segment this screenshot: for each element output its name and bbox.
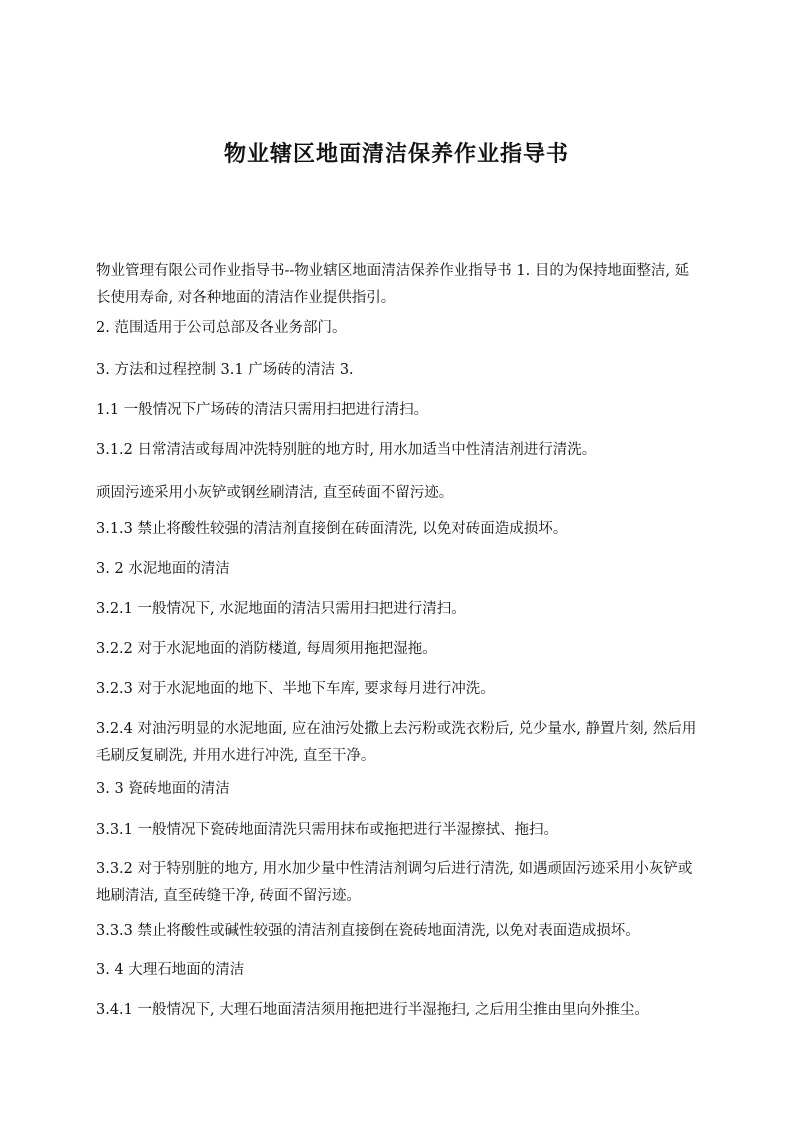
paragraph-intro: 物业管理有限公司作业指导书--物业辖区地面清洁保养作业指导书 1. 目的为保持地面整洁, 延长使用寿命, 对各种地面的清洁作业提供指引。 — [96, 263, 690, 306]
paragraph-3-1-3: 3.1.3 禁止将酸性较强的清洁剂直接倒在砖面清洗, 以免对砖面造成损坏。 — [96, 521, 568, 537]
paragraph-3-2-2: 3.2.2 对于水泥地面的消防楼道, 每周须用拖把湿拖。 — [96, 641, 437, 657]
paragraph-3-2-1: 3.2.1 一般情况下, 水泥地面的清洁只需用扫把进行清扫。 — [96, 601, 466, 617]
paragraph-3-2-4: 3.2.4 对油污明显的水泥地面, 应在油污处撒上去污粉或洗衣粉后, 兑少量水, 静置片刻, 然后用毛刷反复刷洗, 并用水进行冲洗, 直至干净。 — [96, 721, 697, 764]
paragraph-method: 3. 方法和过程控制 3.1 广场砖的清洁 3. — [96, 362, 354, 378]
paragraph-scope: 2. 范围适用于公司总部及各业务部门。 — [96, 320, 347, 336]
heading-3-2: 3. 2 水泥地面的清洁 — [96, 561, 230, 577]
paragraph-stubborn-stains: 顽固污迹采用小灰铲或钢丝刷清洁, 直至砖面不留污迹。 — [96, 485, 454, 501]
paragraph-3-1-2: 3.1.2 日常清洁或每周冲洗特别脏的地方时, 用水加适当中性清洁剂进行清洗。 — [96, 442, 597, 458]
heading-3-4: 3. 4 大理石地面的清洁 — [96, 962, 245, 978]
heading-3-3: 3. 3 瓷砖地面的清洁 — [96, 781, 230, 797]
paragraph-3-3-1: 3.3.1 一般情况下瓷砖地面清洗只需用抹布或拖把进行半湿擦拭、拖扫。 — [96, 822, 559, 838]
paragraph-3-1-1: 1.1 一般情况下广场砖的清洁只需用扫把进行清扫。 — [96, 402, 429, 418]
paragraph-3-2-3: 3.2.3 对于水泥地面的地下、半地下车库, 要求每月进行冲洗。 — [96, 681, 495, 697]
document-title: 物业辖区地面清洁保养作业指导书 — [223, 142, 569, 167]
paragraph-3-3-3: 3.3.3 禁止将酸性或碱性较强的清洁剂直接倒在瓷砖地面清洗, 以免对表面造成损坏。 — [96, 923, 640, 939]
paragraph-3-4-1: 3.4.1 一般情况下, 大理石地面清洁须用拖把进行半湿拖扫, 之后用尘推由里向外推尘。 — [96, 1002, 649, 1018]
paragraph-3-3-2: 3.3.2 对于特别脏的地方, 用水加少量中性清洁剂调匀后进行清洗, 如遇顽固污迹采用小灰铲或地刷清洁, 直至砖缝干净, 砖面不留污迹。 — [96, 861, 693, 904]
